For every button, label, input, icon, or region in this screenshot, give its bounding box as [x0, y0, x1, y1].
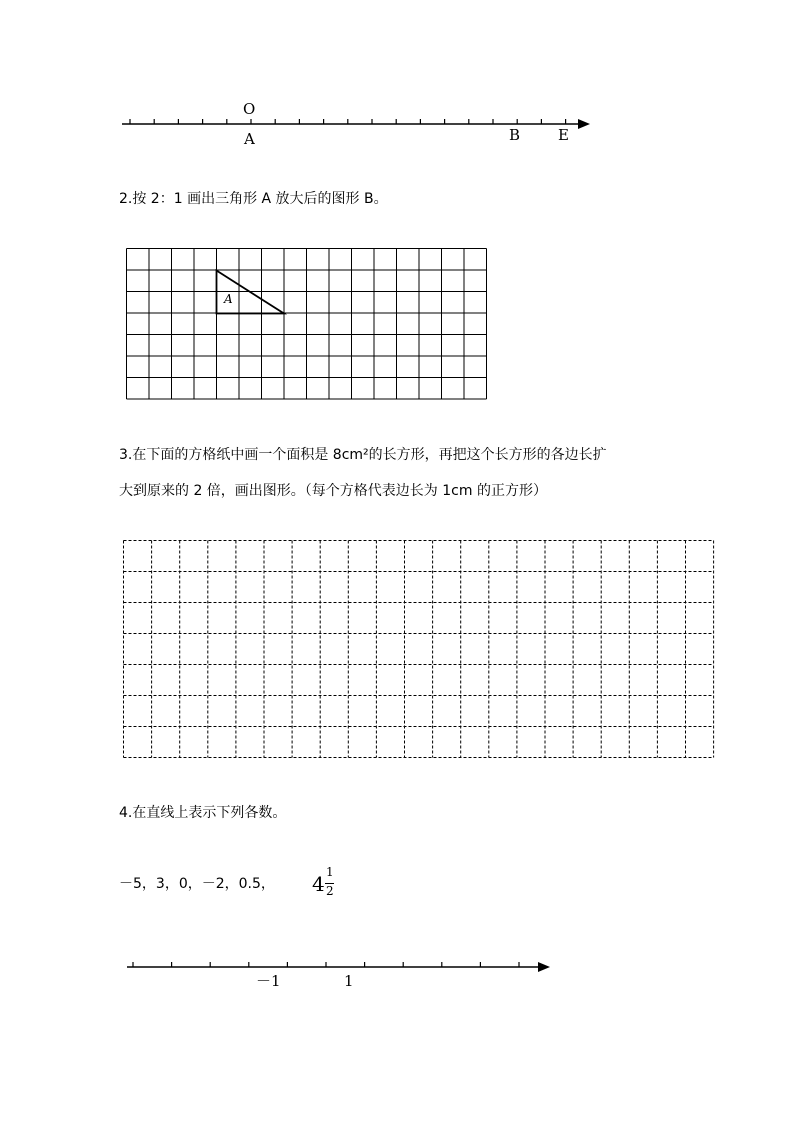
number-line-2-label-1: 1 [344, 972, 354, 990]
mixed-number-denominator: 2 [326, 884, 334, 898]
number-line-1-label-o: O [243, 100, 256, 118]
question-3-text-line-1: 3.在下面的方格纸中画一个面积是 8cm²的长方形，再把这个长方形的各边长扩 [119, 447, 607, 463]
triangle-a-label: A [224, 292, 233, 306]
mixed-number-whole: 4 [312, 872, 325, 896]
number-line-2-label-neg1: －1 [256, 972, 281, 990]
number-line-2-arrow [538, 962, 550, 972]
number-line-1-label-e: E [558, 126, 569, 144]
question-3-dashed-grid [118, 535, 722, 765]
number-line-1-label-a: A [244, 130, 255, 148]
number-line-1 [0, 0, 794, 160]
question-2-text: 2.按 2：1 画出三角形 A 放大后的图形 B。 [119, 191, 388, 207]
number-line-2 [0, 940, 794, 1000]
question-3-text-line-2: 大到原来的 2 倍，画出图形。（每个方格代表边长为 1cm 的正方形） [119, 483, 547, 499]
grid-2-lines [127, 249, 487, 400]
mixed-number-numerator: 1 [326, 865, 334, 879]
question-2-grid [120, 242, 492, 402]
number-line-1-label-b: B [509, 126, 521, 144]
number-line-1-arrow [578, 119, 590, 129]
question-4-numbers: －5，3，0，－2，0.5， [119, 876, 275, 892]
question-4-text: 4.在直线上表示下列各数。 [119, 805, 287, 821]
grid-3-lines [124, 541, 714, 758]
